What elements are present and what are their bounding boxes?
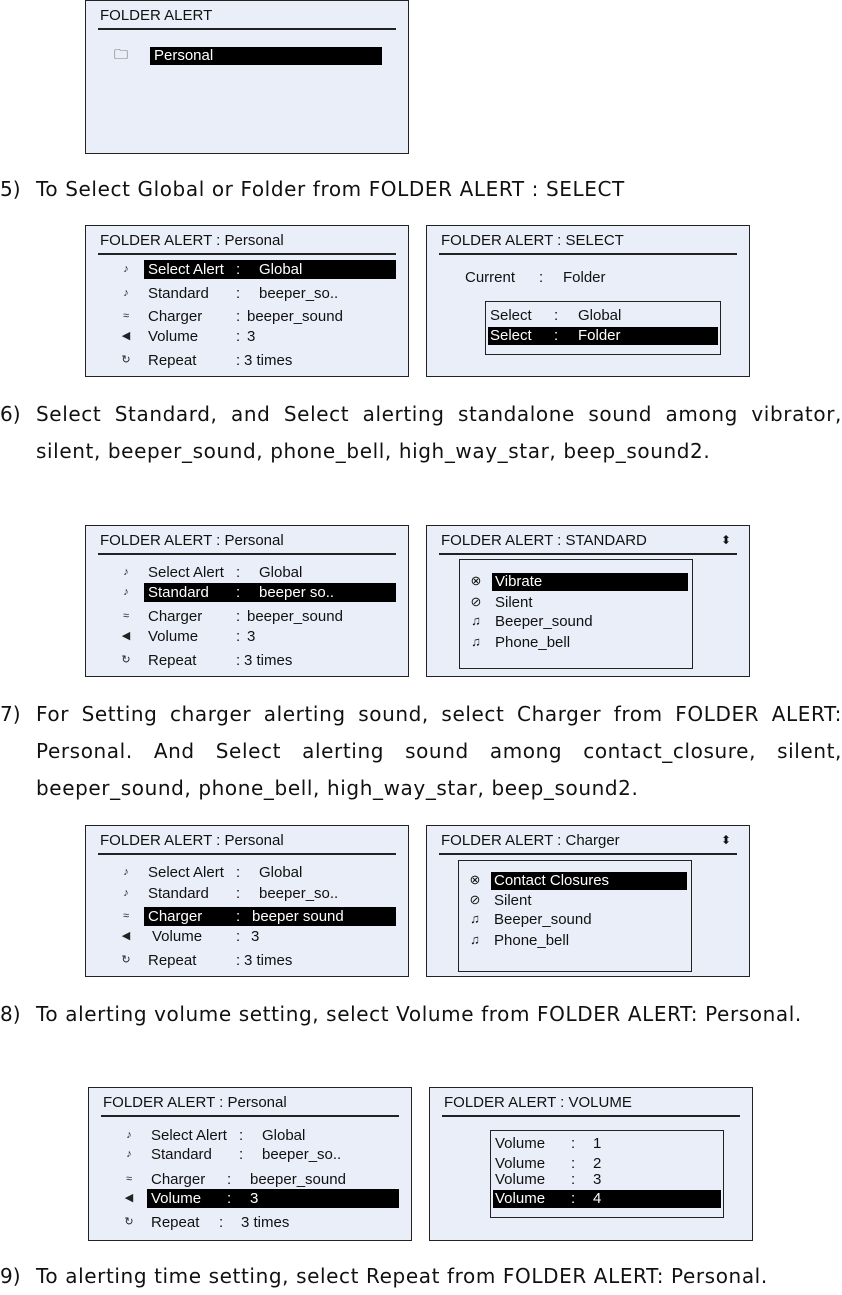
title-divider bbox=[98, 253, 396, 255]
title-divider bbox=[98, 28, 396, 30]
volume-icon: ◀ bbox=[121, 630, 131, 642]
title-divider bbox=[439, 853, 737, 855]
row-repeat[interactable]: ↻ Repeat : 3 times bbox=[144, 351, 396, 370]
personal-screen-volume bbox=[88, 1087, 412, 1241]
repeat-icon: ↻ bbox=[121, 954, 131, 966]
row-volume[interactable]: ◀ Volume : 3 bbox=[144, 927, 396, 946]
music-note-icon: ♫ bbox=[470, 911, 480, 926]
scroll-indicator-icon: ⬍ bbox=[720, 533, 732, 547]
music-note-icon: ♫ bbox=[471, 613, 481, 628]
step-number: 6) bbox=[0, 402, 21, 426]
personal-screen-charger bbox=[85, 825, 409, 977]
vibrate-icon: ≈ bbox=[122, 910, 130, 922]
screen-title: FOLDER ALERT : SELECT bbox=[441, 232, 624, 249]
option-volume-1[interactable]: Volume : 1 bbox=[495, 1135, 602, 1152]
personal-screen-standard bbox=[85, 525, 409, 677]
row-standard[interactable]: ♪ Standard : beeper_so.. bbox=[144, 284, 396, 303]
speaker-icon: ♪ bbox=[123, 263, 129, 275]
screen-title: FOLDER ALERT : Personal bbox=[100, 532, 284, 549]
option-vibrate[interactable]: Vibrate bbox=[492, 573, 688, 591]
row-charger[interactable]: ≈ Charger : beeper_sound bbox=[147, 1170, 399, 1189]
row-volume[interactable]: ◀ Volume : 3 bbox=[147, 1189, 399, 1208]
volume-icon: ◀ bbox=[124, 1192, 134, 1204]
option-silent[interactable]: Silent bbox=[494, 892, 532, 909]
folder-icon: 🗀 bbox=[114, 46, 128, 62]
row-select-alert[interactable]: ♪ Select Alert : Global bbox=[144, 563, 396, 582]
row-repeat[interactable]: ↻ Repeat : 3 times bbox=[144, 951, 396, 970]
step-number: 9) bbox=[0, 1264, 21, 1288]
option-volume-3[interactable]: Volume : 3 bbox=[495, 1171, 602, 1188]
title-divider bbox=[442, 1115, 740, 1117]
select-screen bbox=[426, 225, 750, 377]
step-number: 5) bbox=[0, 177, 21, 201]
row-volume[interactable]: ◀ Volume : 3 bbox=[144, 327, 396, 346]
row-charger[interactable]: ≈ Charger : beeper_sound bbox=[144, 607, 396, 626]
title-divider bbox=[101, 1115, 399, 1117]
charger-options-box bbox=[458, 860, 692, 972]
standard-screen bbox=[426, 525, 750, 677]
step-number: 7) bbox=[0, 702, 21, 726]
option-volume-2[interactable]: Volume : 2 bbox=[495, 1155, 602, 1172]
standard-options-box bbox=[459, 559, 693, 669]
scroll-indicator-icon: ⬍ bbox=[720, 833, 732, 847]
option-phone-bell[interactable]: Phone_bell bbox=[494, 932, 570, 949]
title-divider bbox=[98, 553, 396, 555]
screen-title: FOLDER ALERT : Charger bbox=[441, 832, 620, 849]
speaker-icon: ♪ bbox=[123, 287, 129, 299]
personal-screen-select-alert bbox=[85, 225, 409, 377]
option-silent[interactable]: Silent bbox=[495, 594, 533, 611]
screen-title: FOLDER ALERT bbox=[100, 7, 213, 24]
vibrate-icon: ⊗ bbox=[470, 573, 482, 588]
option-volume-4[interactable]: Volume : 4 bbox=[493, 1190, 721, 1208]
step-text: For Setting charger alerting sound, select Charger from FOLDER ALERT: Personal. And Select alerting sound among contact_closure, silent, beeper_sound, phone_bell, high_way_star, beep_sound2. bbox=[36, 702, 842, 800]
option-beeper-sound[interactable]: Beeper_sound bbox=[495, 613, 593, 630]
title-divider bbox=[439, 553, 737, 555]
screen-title: FOLDER ALERT : Personal bbox=[103, 1094, 287, 1111]
volume-options-box bbox=[490, 1130, 724, 1218]
folder-alert-screen bbox=[85, 0, 409, 154]
row-repeat[interactable]: ↻ Repeat : 3 times bbox=[147, 1213, 399, 1232]
music-note-icon: ♫ bbox=[471, 634, 481, 649]
vibrate-icon: ≈ bbox=[122, 610, 130, 622]
step-text: To Select Global or Folder from FOLDER ALERT : SELECT bbox=[36, 177, 625, 201]
speaker-icon: ♪ bbox=[123, 866, 129, 878]
speaker-icon: ♪ bbox=[123, 586, 129, 598]
silent-icon: ⊘ bbox=[469, 892, 481, 907]
screen-title: FOLDER ALERT : STANDARD bbox=[441, 532, 647, 549]
row-charger[interactable]: ≈ Charger : beeper sound bbox=[144, 907, 396, 926]
screen-title: FOLDER ALERT : Personal bbox=[100, 832, 284, 849]
volume-screen bbox=[429, 1087, 753, 1241]
screen-title: FOLDER ALERT : Personal bbox=[100, 232, 284, 249]
step-text: To alerting volume setting, select Volume from FOLDER ALERT: Personal. bbox=[36, 1002, 802, 1026]
option-beeper-sound[interactable]: Beeper_sound bbox=[494, 911, 592, 928]
row-select-alert[interactable]: ♪ Select Alert : Global bbox=[147, 1126, 399, 1145]
speaker-icon: ♪ bbox=[123, 887, 129, 899]
row-standard[interactable]: ♪ Standard : beeper so.. bbox=[144, 583, 396, 602]
step-text: Select Standard, and Select alerting standalone sound among vibrator, silent, beeper_sound, phone_bell, high_way_star, beep_sound2. bbox=[36, 402, 842, 463]
step-text: To alerting time setting, select Repeat from FOLDER ALERT: Personal. bbox=[36, 1264, 768, 1288]
option-select-global[interactable]: Select : Global bbox=[490, 307, 622, 324]
charger-screen bbox=[426, 825, 750, 977]
row-standard[interactable]: ♪ Standard : beeper_so.. bbox=[144, 884, 396, 903]
row-standard[interactable]: ♪ Standard : beeper_so.. bbox=[147, 1145, 399, 1164]
vibrate-icon: ≈ bbox=[125, 1173, 133, 1185]
option-select-folder[interactable]: Select : Folder bbox=[488, 327, 718, 345]
speaker-icon: ♪ bbox=[126, 1148, 132, 1160]
repeat-icon: ↻ bbox=[124, 1216, 134, 1228]
title-divider bbox=[98, 853, 396, 855]
silent-icon: ⊘ bbox=[470, 594, 482, 609]
contact-closure-icon: ⊗ bbox=[469, 872, 481, 887]
select-options-box bbox=[485, 301, 721, 355]
row-select-alert[interactable]: ♪ Select Alert : Global bbox=[144, 863, 396, 882]
row-select-alert[interactable]: ♪ Select Alert : Global bbox=[144, 260, 396, 279]
repeat-icon: ↻ bbox=[121, 654, 131, 666]
folder-item-personal[interactable]: Personal bbox=[150, 47, 382, 65]
title-divider bbox=[439, 253, 737, 255]
music-note-icon: ♫ bbox=[470, 932, 480, 947]
volume-icon: ◀ bbox=[121, 330, 131, 342]
row-volume[interactable]: ◀ Volume : 3 bbox=[144, 627, 396, 646]
volume-icon: ◀ bbox=[121, 930, 131, 942]
repeat-icon: ↻ bbox=[121, 354, 131, 366]
speaker-icon: ♪ bbox=[126, 1129, 132, 1141]
row-charger[interactable]: ≈ Charger : beeper_sound bbox=[144, 307, 396, 326]
speaker-icon: ♪ bbox=[123, 566, 129, 578]
step-number: 8) bbox=[0, 1002, 21, 1026]
option-contact-closures[interactable]: Contact Closures bbox=[491, 872, 687, 890]
screen-title: FOLDER ALERT : VOLUME bbox=[444, 1094, 632, 1111]
current-setting: Current : Folder bbox=[465, 269, 606, 286]
option-phone-bell[interactable]: Phone_bell bbox=[495, 634, 571, 651]
vibrate-icon: ≈ bbox=[122, 310, 130, 322]
row-repeat[interactable]: ↻ Repeat : 3 times bbox=[144, 651, 396, 670]
